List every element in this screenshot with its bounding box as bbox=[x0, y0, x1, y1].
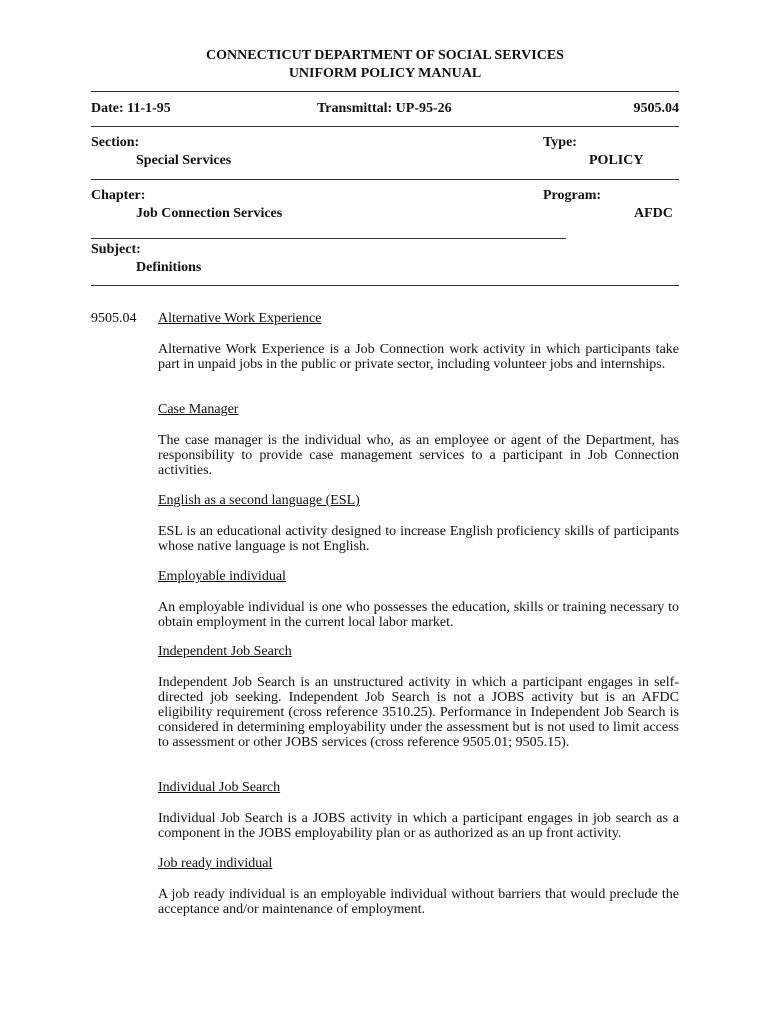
definition-term: Case Manager bbox=[158, 402, 239, 417]
chapter-label: Chapter: bbox=[91, 188, 146, 203]
subject-label: Subject: bbox=[91, 242, 141, 257]
subject-divider bbox=[91, 285, 679, 286]
section-number: 9505.04 bbox=[91, 311, 137, 326]
date-field: Date: 11-1-95 bbox=[91, 101, 171, 116]
definition-term: Independent Job Search bbox=[158, 644, 292, 659]
definition-text: The case manager is the individual who, as an employee or agent of the Department, has responsibility to provide case management services to a participant in Job Connection activities. bbox=[158, 433, 679, 478]
chapter-value: Job Connection Services bbox=[136, 206, 283, 221]
program-value: AFDC bbox=[634, 206, 673, 221]
definition-text: Independent Job Search is an unstructured activity in which a participant engages in self-directed job seeking. Independent Job Search is not a JOBS activity but is an AFDC eligibility requirement (cross reference 3510.25). Performance in Independent Job Search is considered in determining employability under the assessment but is not used to limit access to assessment or other JOBS services (cross reference 9505.01; 9505.15). bbox=[158, 675, 679, 750]
definition-text: Individual Job Search is a JOBS activity in which a participant engages in job search as a component in the JOBS employability plan or as authorized as an up front activity. bbox=[158, 811, 679, 841]
type-label: Type: bbox=[543, 135, 577, 150]
meta-divider bbox=[91, 126, 679, 127]
program-label: Program: bbox=[543, 188, 602, 203]
header-divider bbox=[91, 91, 679, 92]
chapter-divider bbox=[91, 238, 566, 239]
definition-text: A job ready individual is an employable individual without barriers that would preclude the acceptance and/or maintenance of employment. bbox=[158, 887, 679, 917]
definition-term: Individual Job Search bbox=[158, 780, 281, 795]
manual-title: UNIFORM POLICY MANUAL bbox=[288, 66, 482, 81]
definition-text: An employable individual is one who possesses the education, skills or training necessary to obtain employment in the current local labor market. bbox=[158, 600, 679, 630]
definition-text: Alternative Work Experience is a Job Connection work activity in which participants take part in unpaid jobs in the public or private sector, including volunteer jobs and internships. bbox=[158, 342, 679, 372]
type-value: POLICY bbox=[589, 153, 644, 168]
subject-value: Definitions bbox=[136, 260, 202, 275]
transmittal-field: Transmittal: UP-95-26 bbox=[317, 101, 452, 116]
section-value: Special Services bbox=[136, 153, 232, 168]
definition-term: English as a second language (ESL) bbox=[158, 493, 360, 508]
definition-term: Job ready individual bbox=[158, 856, 273, 871]
definition-text: ESL is an educational activity designed to increase English proficiency skills of participants whose native language is not English. bbox=[158, 524, 679, 554]
section-label: Section: bbox=[91, 135, 140, 150]
agency-title: CONNECTICUT DEPARTMENT OF SOCIAL SERVICES bbox=[206, 48, 564, 63]
policy-number: 9505.04 bbox=[633, 101, 679, 116]
definition-term: Employable individual bbox=[158, 569, 286, 584]
section-divider bbox=[91, 179, 679, 180]
definition-term: Alternative Work Experience bbox=[158, 311, 322, 326]
